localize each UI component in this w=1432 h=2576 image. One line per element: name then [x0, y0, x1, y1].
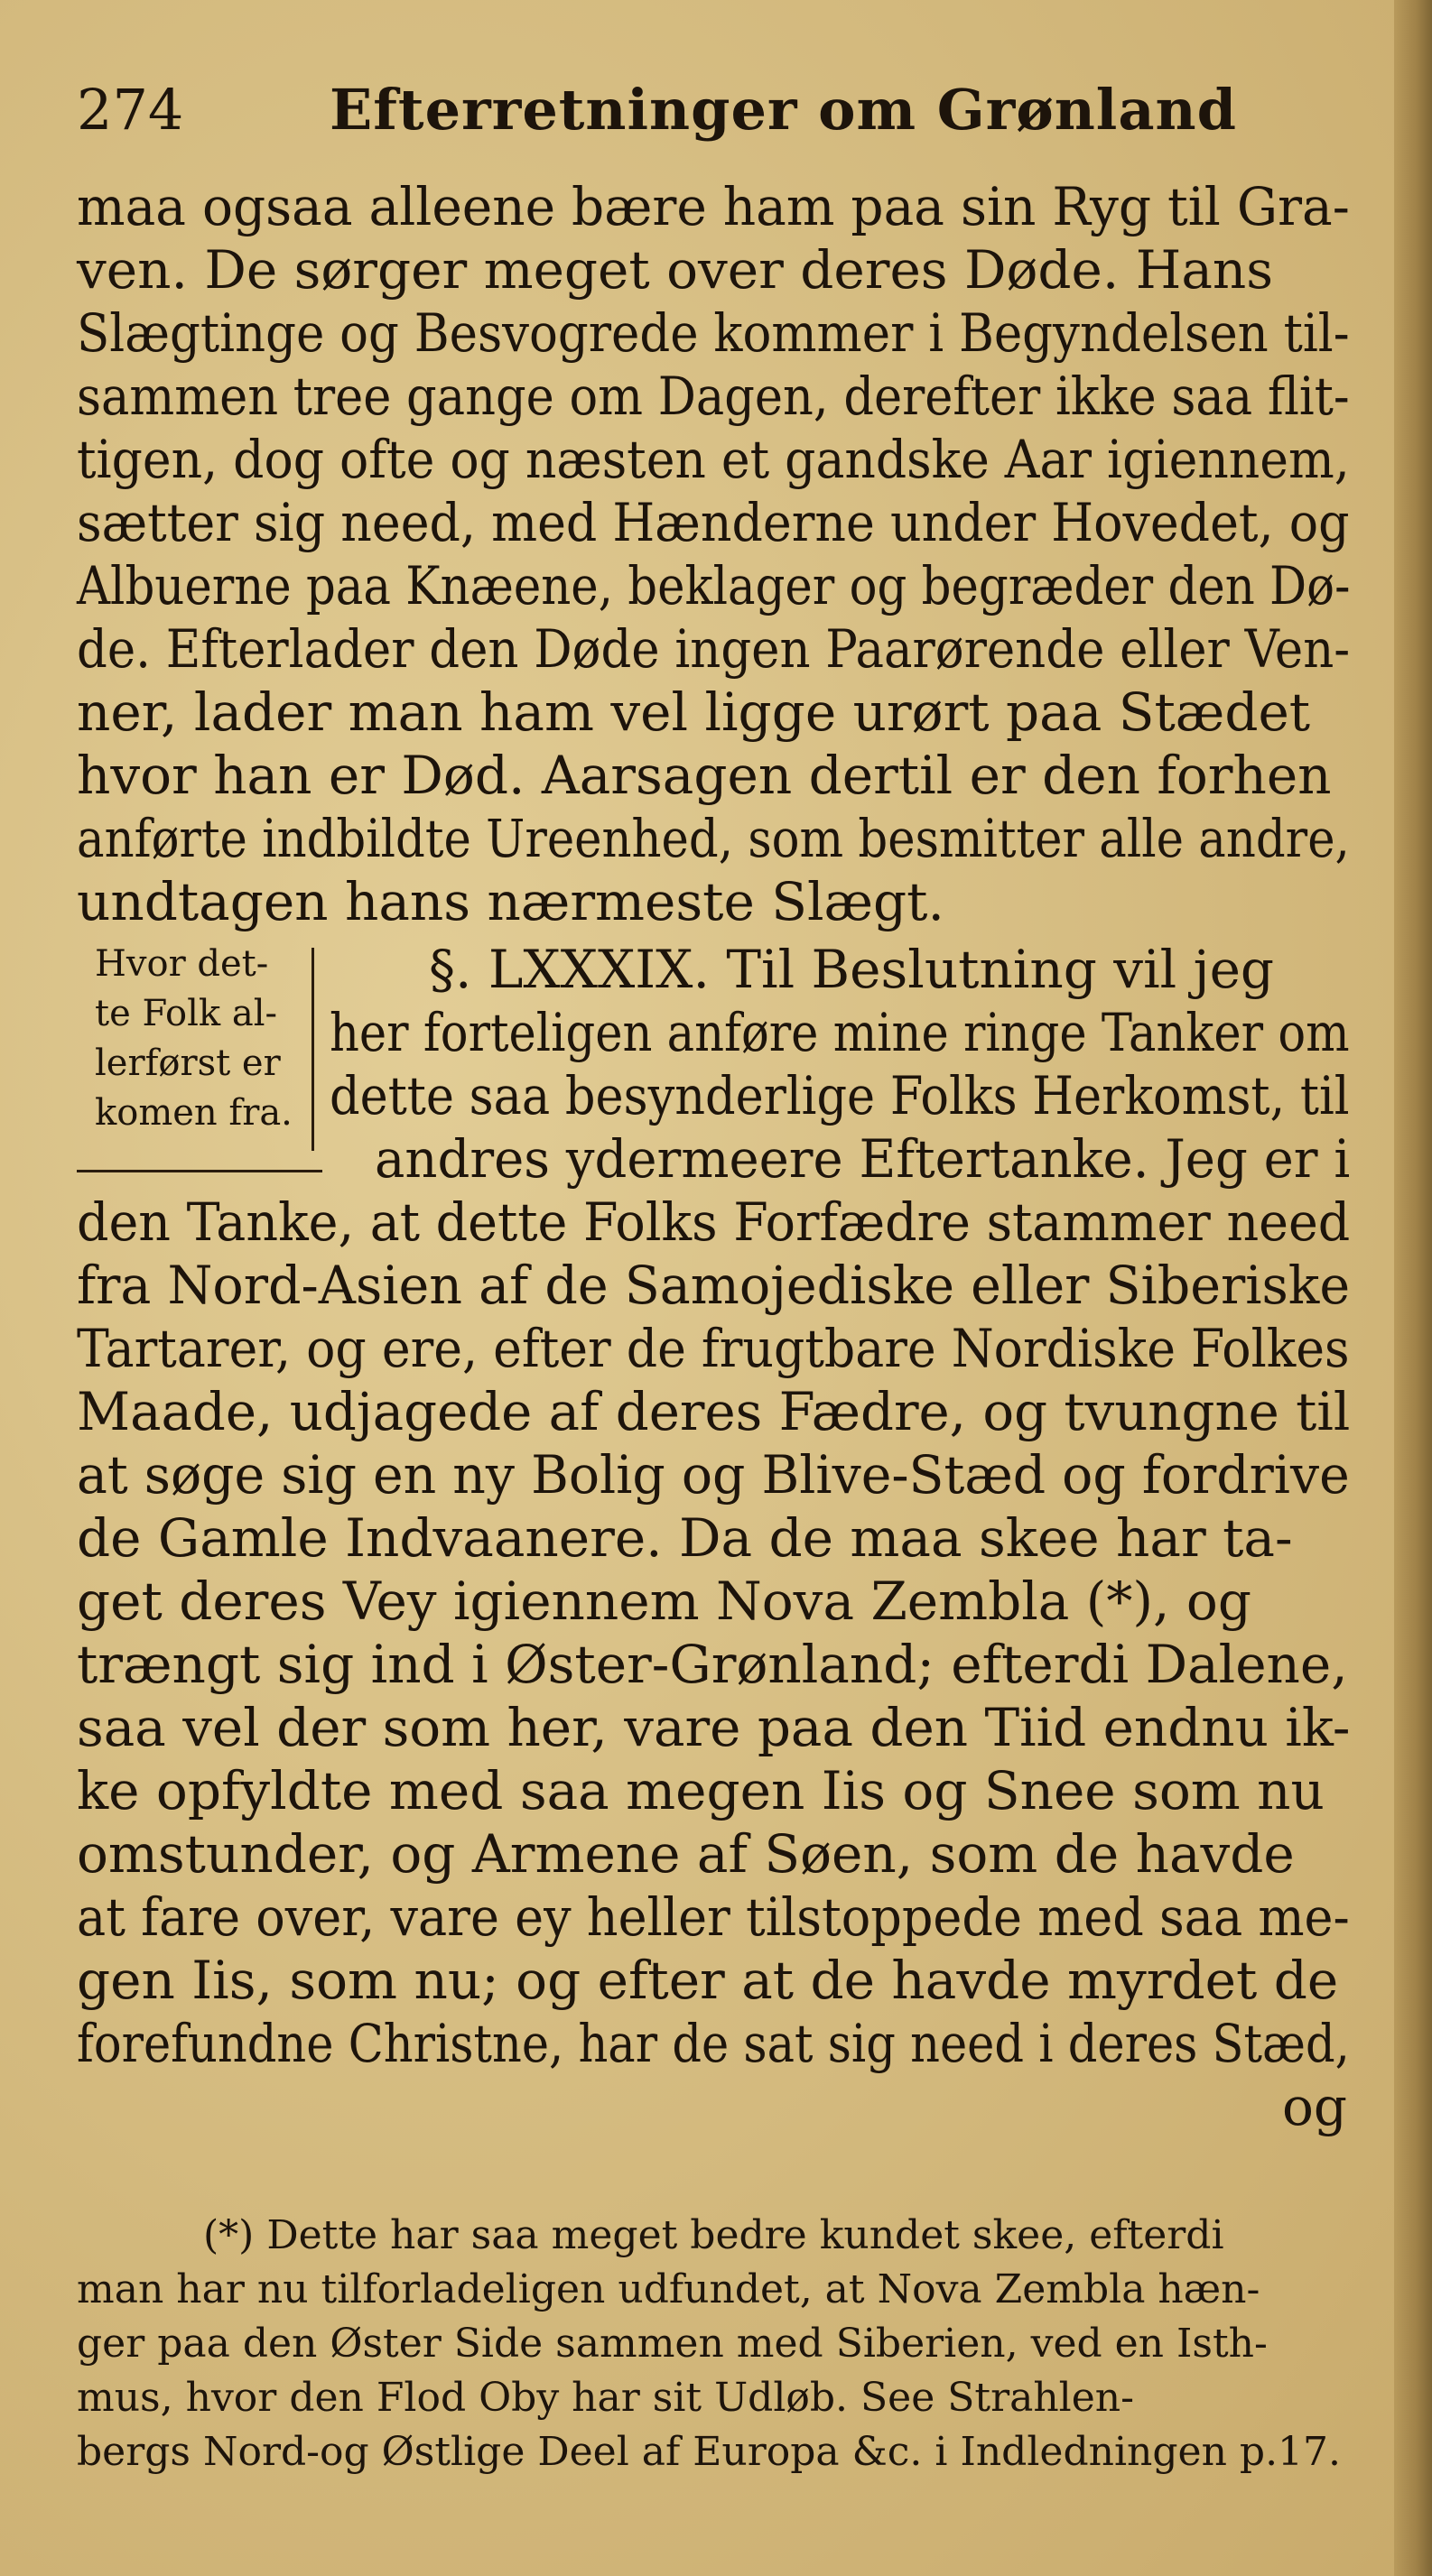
text-line: den Tanke, at dette Folks Forfædre stammer need — [77, 1191, 1351, 1253]
catchword: og — [1282, 2076, 1348, 2137]
running-head — [77, 77, 1341, 149]
margin-note-divider — [312, 948, 314, 1151]
text-line: tigen, dog ofte og næsten et gandske Aar igiennem, — [77, 429, 1350, 490]
text-line: Tartarer, og ere, efter de frugtbare Nordiske Folkes — [77, 1318, 1350, 1379]
text-line: sammen tree gange om Dagen, derefter ikke saa flit- — [77, 366, 1350, 427]
section-heading-line: §. LXXXIX. Til Beslutning vil jeg — [429, 939, 1275, 1000]
text-line: fra Nord-Asien af de Samojediske eller Siberiske — [77, 1255, 1351, 1316]
footnote-line: mus, hvor den Flod Oby har sit Udløb. See Strahlen- — [77, 2375, 1134, 2421]
footnote-line: (*) Dette har saa meget bedre kundet skee, efterdi — [203, 2212, 1224, 2258]
footnote-line: man har nu tilforladeligen udfundet, at Nova Zembla hæn- — [77, 2266, 1260, 2312]
margin-note-line: Hvor det- — [95, 943, 269, 985]
text-line: saa vel der som her, vare paa den Tiid endnu ik- — [77, 1697, 1351, 1758]
page-edge-shadow — [1394, 0, 1432, 2576]
text-line: Maade, udjagede af deres Fædre, og tvungne til — [77, 1381, 1351, 1442]
margin-note-line: komen fra. — [95, 1092, 293, 1134]
text-line: her forteligen anføre mine ringe Tanker om — [330, 1002, 1350, 1063]
text-line: ven. De sørger meget over deres Døde. Hans — [77, 239, 1274, 301]
footnote-line: ger paa den Øster Side sammen med Siberien, ved en Isth- — [77, 2321, 1268, 2367]
text-line: hvor han er Død. Aarsagen dertil er den forhen — [77, 745, 1332, 806]
text-line: at søge sig en ny Bolig og Blive-Stæd og fordrive — [77, 1444, 1350, 1506]
text-line: sætter sig need, med Hænderne under Hovedet, og — [77, 492, 1350, 553]
text-line: get deres Vey igiennem Nova Zembla (*), og — [77, 1571, 1251, 1632]
text-line: ke opfyldte med saa megen Iis og Snee som nu — [77, 1760, 1325, 1821]
text-line: anførte indbildte Ureenhed, som besmitter alle andre, — [77, 808, 1350, 869]
margin-note-rule — [77, 1170, 322, 1172]
text-line: undtagen hans nærmeste Slægt. — [77, 871, 944, 932]
text-line: forefundne Christne, har de sat sig need i deres Stæd, — [77, 2013, 1350, 2074]
text-line: Slægtinge og Besvogrede kommer i Begyndelsen til- — [77, 302, 1350, 364]
text-line: Albuerne paa Knæene, beklager og begræder den Dø- — [77, 555, 1351, 616]
text-line: gen Iis, som nu; og efter at de havde myrdet de — [77, 1950, 1339, 2011]
margin-note-line: te Folk al- — [95, 993, 278, 1034]
text-line: dette saa besynderlige Folks Herkomst, til — [330, 1065, 1350, 1126]
text-line: andres ydermeere Eftertanke. Jeg er i — [375, 1128, 1351, 1190]
text-line: maa ogsaa alleene bære ham paa sin Ryg til Gra- — [77, 176, 1350, 237]
text-line: de Gamle Indvaanere. Da de maa skee har ta- — [77, 1507, 1293, 1569]
footnote-line: bergs Nord-og Østlige Deel af Europa &c. i Indledningen p.17. — [77, 2429, 1342, 2475]
margin-note-line: lerførst er — [95, 1042, 281, 1084]
text-line: at fare over, vare ey heller tilstoppede med saa me- — [77, 1886, 1350, 1948]
page-number: 274 — [77, 77, 184, 143]
text-line: trængt sig ind i Øster-Grønland; efterdi Dalene, — [77, 1634, 1348, 1695]
text-line: omstunder, og Armene af Søen, som de havde — [77, 1823, 1295, 1885]
text-line: ner, lader man ham vel ligge urørt paa Stædet — [77, 681, 1311, 743]
text-line: de. Efterlader den Døde ingen Paarørende eller Ven- — [77, 618, 1351, 680]
running-title: Efterretninger om Grønland — [330, 77, 1237, 143]
